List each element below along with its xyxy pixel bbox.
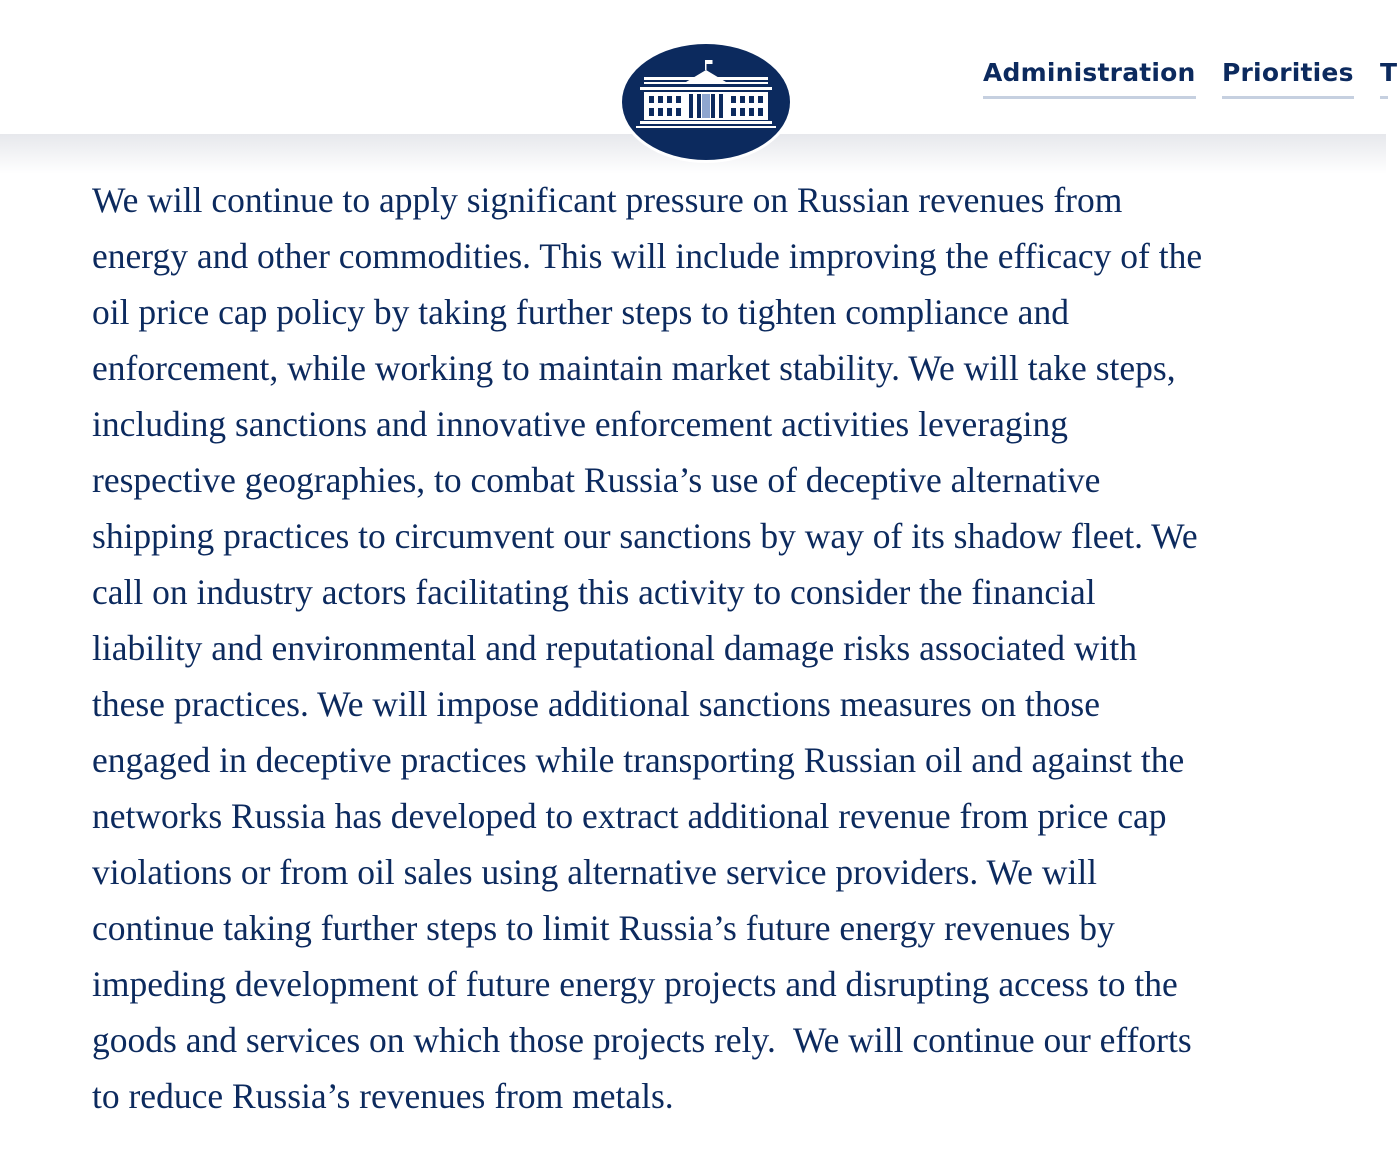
- white-house-icon: [622, 44, 790, 160]
- article-paragraph: [92, 172, 1322, 1124]
- paragraph-line: networks Russia has developed to extract additional revenue from price cap: [92, 796, 1167, 836]
- paragraph-line: energy and other commodities. This will include improving the efficacy of the: [92, 236, 1203, 276]
- white-house-logo[interactable]: [622, 44, 790, 160]
- paragraph-line: goods and services on which those projects rely. We will continue our efforts: [92, 1020, 1192, 1060]
- paragraph-line: liability and environmental and reputational damage risks associated with: [92, 628, 1137, 668]
- paragraph-line: these practices. We will impose additional sanctions measures on those: [92, 684, 1100, 724]
- paragraph-line: oil price cap policy by taking further steps to tighten compliance and: [92, 292, 1069, 332]
- paragraph-line: engaged in deceptive practices while transporting Russian oil and against the: [92, 740, 1185, 780]
- paragraph-line: enforcement, while working to maintain market stability. We will take steps,: [92, 348, 1176, 388]
- paragraph-line: respective geographies, to combat Russia’s use of deceptive alternative: [92, 460, 1101, 500]
- paragraph-line: shipping practices to circumvent our sanctions by way of its shadow fleet. We: [92, 516, 1198, 556]
- paragraph-line: including sanctions and innovative enforcement activities leveraging: [92, 404, 1068, 444]
- paragraph-line: impeding development of future energy projects and disrupting access to the: [92, 964, 1178, 1004]
- paragraph-line: violations or from oil sales using alternative service providers. We will: [92, 852, 1098, 892]
- paragraph-line: call on industry actors facilitating this activity to consider the financial: [92, 572, 1096, 612]
- paragraph-line: to reduce Russia’s revenues from metals.: [92, 1076, 674, 1116]
- nav-link-priorities[interactable]: Priorities: [1222, 58, 1354, 99]
- nav-link-truncated[interactable]: T: [1380, 58, 1388, 99]
- nav-link-administration[interactable]: Administration: [983, 58, 1196, 99]
- article-body: [92, 172, 1322, 1124]
- paragraph-line: continue taking further steps to limit Russia’s future energy revenues by: [92, 908, 1115, 948]
- paragraph-line: We will continue to apply significant pressure on Russian revenues from: [92, 180, 1123, 220]
